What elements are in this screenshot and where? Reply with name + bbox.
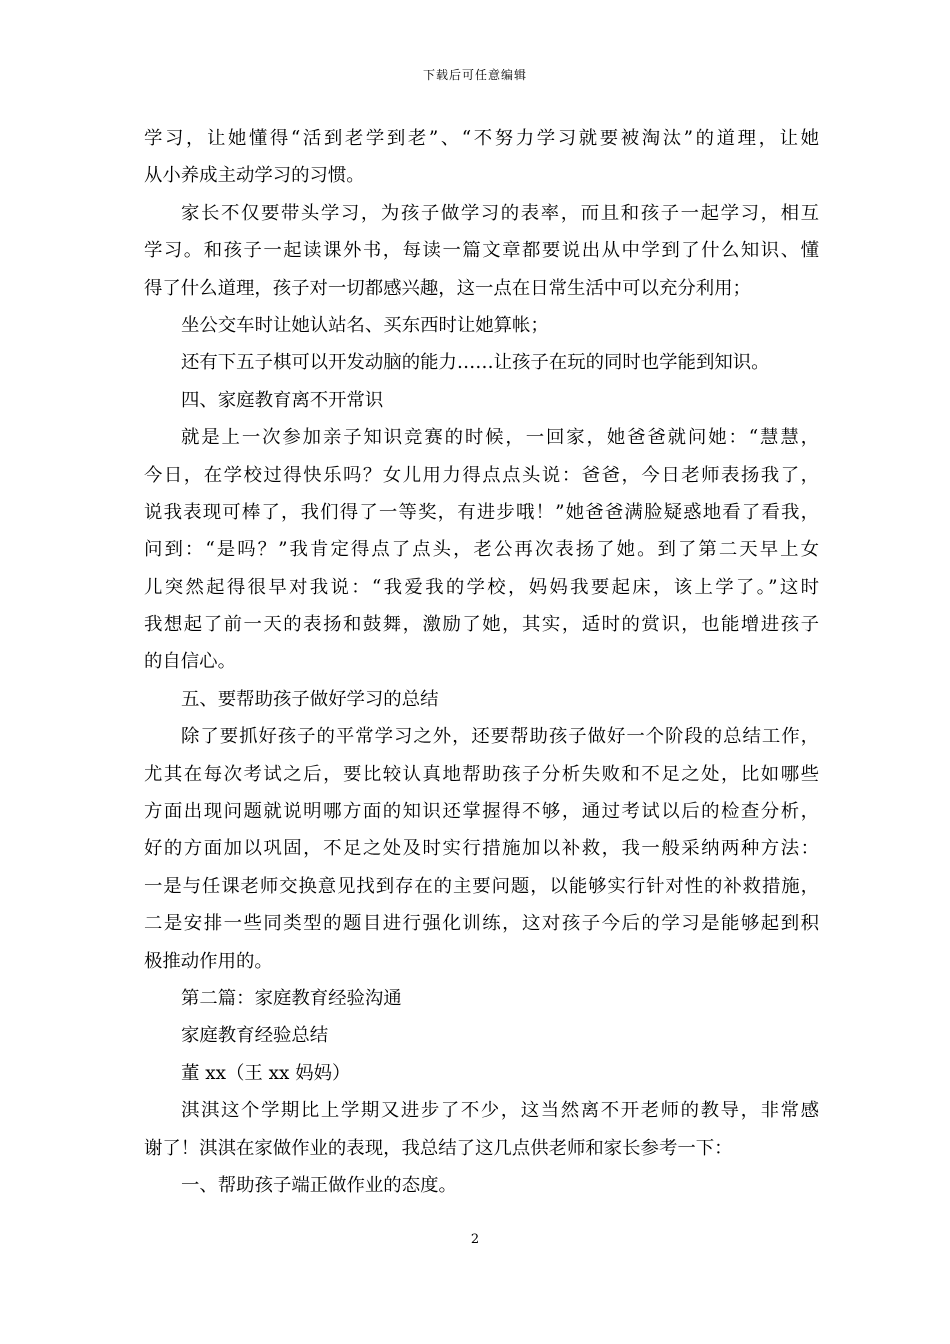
text-line: 四、家庭教育离不开常识	[181, 389, 384, 411]
text-line: 一、帮助孩子端正做作业的态度。	[181, 1174, 457, 1196]
text-line: 从小养成主动学习的习惯。	[144, 165, 365, 187]
text-line: 尤其在每次考试之后，要比较认真地帮助孩子分析失败和不足之处，比如哪些	[144, 763, 819, 785]
text-line: 学习。和孩子一起读课外书，每读一篇文章都要说出从中学到了什么知识、懂	[144, 240, 819, 262]
text-line: 学习，让她懂得“活到老学到老”、“不努力学习就要被淘汰”的道理，让她	[144, 128, 819, 149]
text-line: 今日，在学校过得快乐吗？女儿用力得点点头说：爸爸，今日老师表扬我了，	[144, 464, 819, 486]
text-line: 家长不仅要带头学习，为孩子做学习的表率，而且和孩子一起学习，相互	[181, 202, 819, 224]
document-body	[144, 120, 819, 1204]
text-line: 我想起了前一天的表扬和鼓舞，激励了她，其实，适时的赏识，也能增进孩子	[144, 614, 819, 636]
text-line: 问到：“是吗？”我肯定得点了点头，老公再次表扬了她。到了第二天早上女	[144, 539, 819, 561]
text-line: 极推动作用的。	[144, 950, 273, 972]
page-header: 下载后可任意编辑	[422, 68, 527, 82]
page-number: 2	[470, 1232, 480, 1247]
text-line: 还有下五子棋可以开发动脑的能力……让孩子在玩的同时也学能到知识。	[181, 352, 770, 374]
text-line: 淇淇这个学期比上学期又进步了不少，这当然离不开老师的教导，非常感	[181, 1100, 819, 1122]
text-line: 坐公交车时让她认站名、买东西时让她算帐；	[181, 314, 549, 336]
text-line: 一是与任课老师交换意见找到存在的主要问题，以能够实行针对性的补救措施，	[144, 875, 819, 897]
text-line: 除了要抓好孩子的平常学习之外，还要帮助孩子做好一个阶段的总结工作，	[181, 726, 819, 748]
text-line: 第二篇：家庭教育经验沟通	[181, 987, 402, 1009]
text-line: 得了什么道理，孩子对一切都感兴趣，这一点在日常生活中可以充分利用；	[144, 277, 751, 299]
text-line: 好的方面加以巩固，不足之处及时实行措施加以补救，我一般采纳两种方法：	[144, 838, 819, 860]
text-line: 就是上一次参加亲子知识竞赛的时候，一回家，她爸爸就问她：“慧慧，	[181, 427, 819, 449]
text-line: 儿突然起得很早对我说：“我爱我的学校，妈妈我要起床，该上学了。”这时	[144, 576, 819, 598]
text-line: 五、要帮助孩子做好学习的总结	[181, 688, 439, 710]
text-line: 二是安排一些同类型的题目进行强化训练，这对孩子今后的学习是能够起到积	[144, 913, 819, 935]
text-line: 方面出现问题就说明哪方面的知识还掌握得不够，通过考试以后的检查分析，	[144, 801, 819, 823]
text-line: 的自信心。	[144, 651, 236, 673]
text-line: 家庭教育经验总结	[181, 1025, 329, 1047]
text-line: 谢了！淇淇在家做作业的表现，我总结了这几点供老师和家长参考一下：	[144, 1137, 733, 1159]
text-line: 董 xx（王 xx 妈妈）	[181, 1062, 351, 1084]
text-line: 说我表现可棒了，我们得了一等奖，有进步哦！”她爸爸满脸疑惑地看了看我，	[144, 501, 819, 523]
